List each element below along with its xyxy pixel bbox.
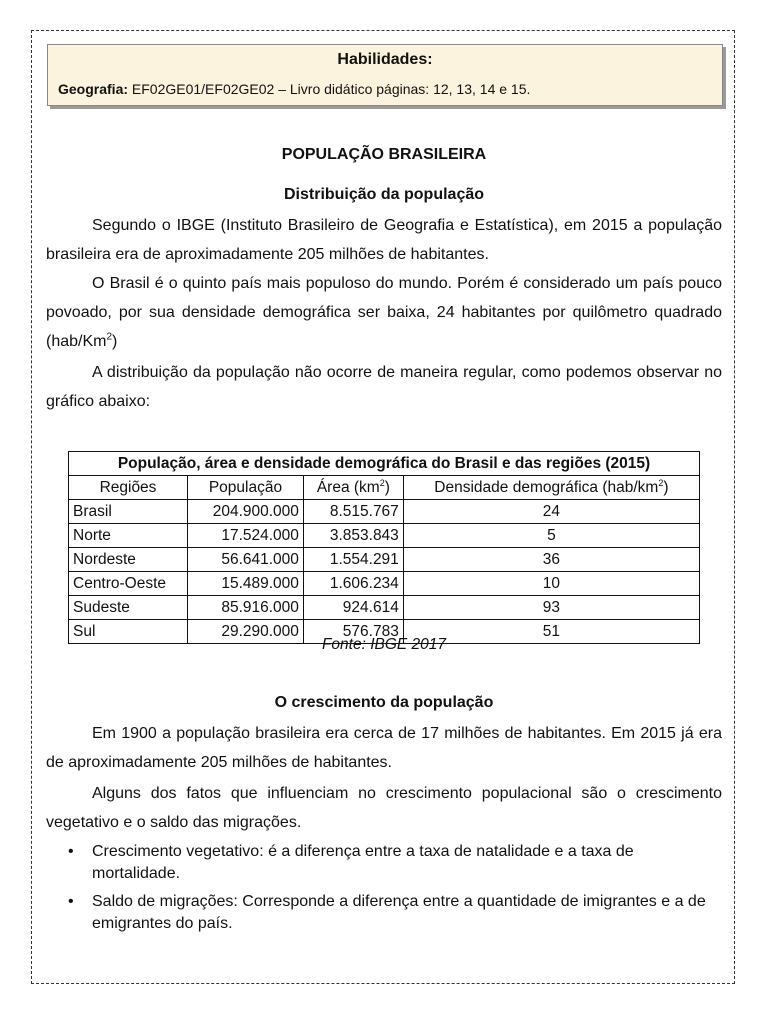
header-area-sup: 2 xyxy=(379,477,385,488)
paragraph-distribution: A distribuição da população não ocorre de maneira regular, como podemos observar no gráfico abaixo: xyxy=(46,364,722,410)
skills-subject-label: Geografia: xyxy=(58,81,129,97)
cell-population: 85.916.000 xyxy=(188,596,304,620)
paragraph-density xyxy=(46,269,722,356)
cell-population: 29.290.000 xyxy=(188,620,304,644)
page-title: POPULAÇÃO BRASILEIRA xyxy=(281,146,487,163)
table-row xyxy=(69,548,700,572)
cell-area: 1.554.291 xyxy=(303,548,403,572)
header-density-text: Densidade demográfica (hab/km xyxy=(434,478,659,496)
cell-population: 17.524.000 xyxy=(188,524,304,548)
paragraph-factors: Alguns dos fatos que influenciam no crescimento populacional são o crescimento vegetativo e o saldo das migrações. xyxy=(46,785,722,831)
cell-region: Nordeste xyxy=(69,548,188,572)
cell-region: Sul xyxy=(69,620,188,644)
header-area-text: Área (km xyxy=(316,478,380,496)
table-row xyxy=(69,572,700,596)
paragraph-density-text: O Brasil é o quinto país mais populoso do mundo. Porém é considerado um país pouco povoado, por sua densidade demográfica ser baixa, 24 habitantes por quilômetro quadrado (hab/Km xyxy=(46,275,722,350)
cell-density: 10 xyxy=(403,572,699,596)
cell-area: 8.515.767 xyxy=(303,500,403,524)
paragraph-density-end: ) xyxy=(112,333,118,350)
table-source: Fonte: IBGE 2017 xyxy=(321,636,447,653)
table-row xyxy=(69,524,700,548)
cell-population: 204.900.000 xyxy=(188,500,304,524)
cell-density: 5 xyxy=(403,524,699,548)
cell-region: Sudeste xyxy=(69,596,188,620)
cell-density: 24 xyxy=(403,500,699,524)
header-area xyxy=(303,476,403,500)
paragraph-growth: Em 1900 a população brasileira era cerca de 17 milhões de habitantes. Em 2015 já era de aproximadamente 205 milhões de habitantes. xyxy=(46,725,722,771)
list-item xyxy=(46,891,722,935)
cell-area: 1.606.234 xyxy=(303,572,403,596)
bullet-icon: • xyxy=(68,843,74,860)
skills-details: EF02GE01/EF02GE02 – Livro didático páginas: 12, 13, 14 e 15. xyxy=(131,81,531,97)
paragraph-ibge: Segundo o IBGE (Instituto Brasileiro de Geografia e Estatística), em 2015 a população brasileira era de aproximadamente 205 milhões de habitantes. xyxy=(46,217,722,263)
factors-list xyxy=(46,841,722,941)
cell-density: 51 xyxy=(403,620,699,644)
cell-area: 576.783 xyxy=(303,620,403,644)
header-area-end: ) xyxy=(384,478,390,496)
list-item xyxy=(46,841,722,885)
header-density xyxy=(403,476,699,500)
list-item-text: Crescimento vegetativo: é a diferença entre a taxa de natalidade e a taxa de mortalidade. xyxy=(92,843,634,882)
table-caption: População, área e densidade demográfica do Brasil e das regiões (2015) xyxy=(69,452,700,476)
skills-title: Habilidades: xyxy=(337,51,433,68)
section-title-distribution: Distribuição da população xyxy=(283,186,485,203)
cell-area: 3.853.843 xyxy=(303,524,403,548)
cell-population: 15.489.000 xyxy=(188,572,304,596)
bullet-icon: • xyxy=(68,893,74,910)
table-row xyxy=(69,500,700,524)
population-table xyxy=(68,451,700,644)
header-population: População xyxy=(188,476,304,500)
list-item-text: Saldo de migrações: Corresponde a diferença entre a quantidade de imigrantes e a de emigrantes do país. xyxy=(92,893,706,932)
cell-area: 924.614 xyxy=(303,596,403,620)
cell-density: 36 xyxy=(403,548,699,572)
header-region: Regiões xyxy=(69,476,188,500)
skills-box xyxy=(47,44,723,106)
skills-line xyxy=(58,81,530,97)
section-title-growth: O crescimento da população xyxy=(274,694,494,711)
table-row xyxy=(69,596,700,620)
header-density-sup: 2 xyxy=(658,477,664,488)
cell-region: Norte xyxy=(69,524,188,548)
cell-region: Centro-Oeste xyxy=(69,572,188,596)
paragraph-density-sup: 2 xyxy=(106,331,113,343)
cell-density: 93 xyxy=(403,596,699,620)
cell-population: 56.641.000 xyxy=(188,548,304,572)
cell-region: Brasil xyxy=(69,500,188,524)
header-density-end: ) xyxy=(663,478,669,496)
